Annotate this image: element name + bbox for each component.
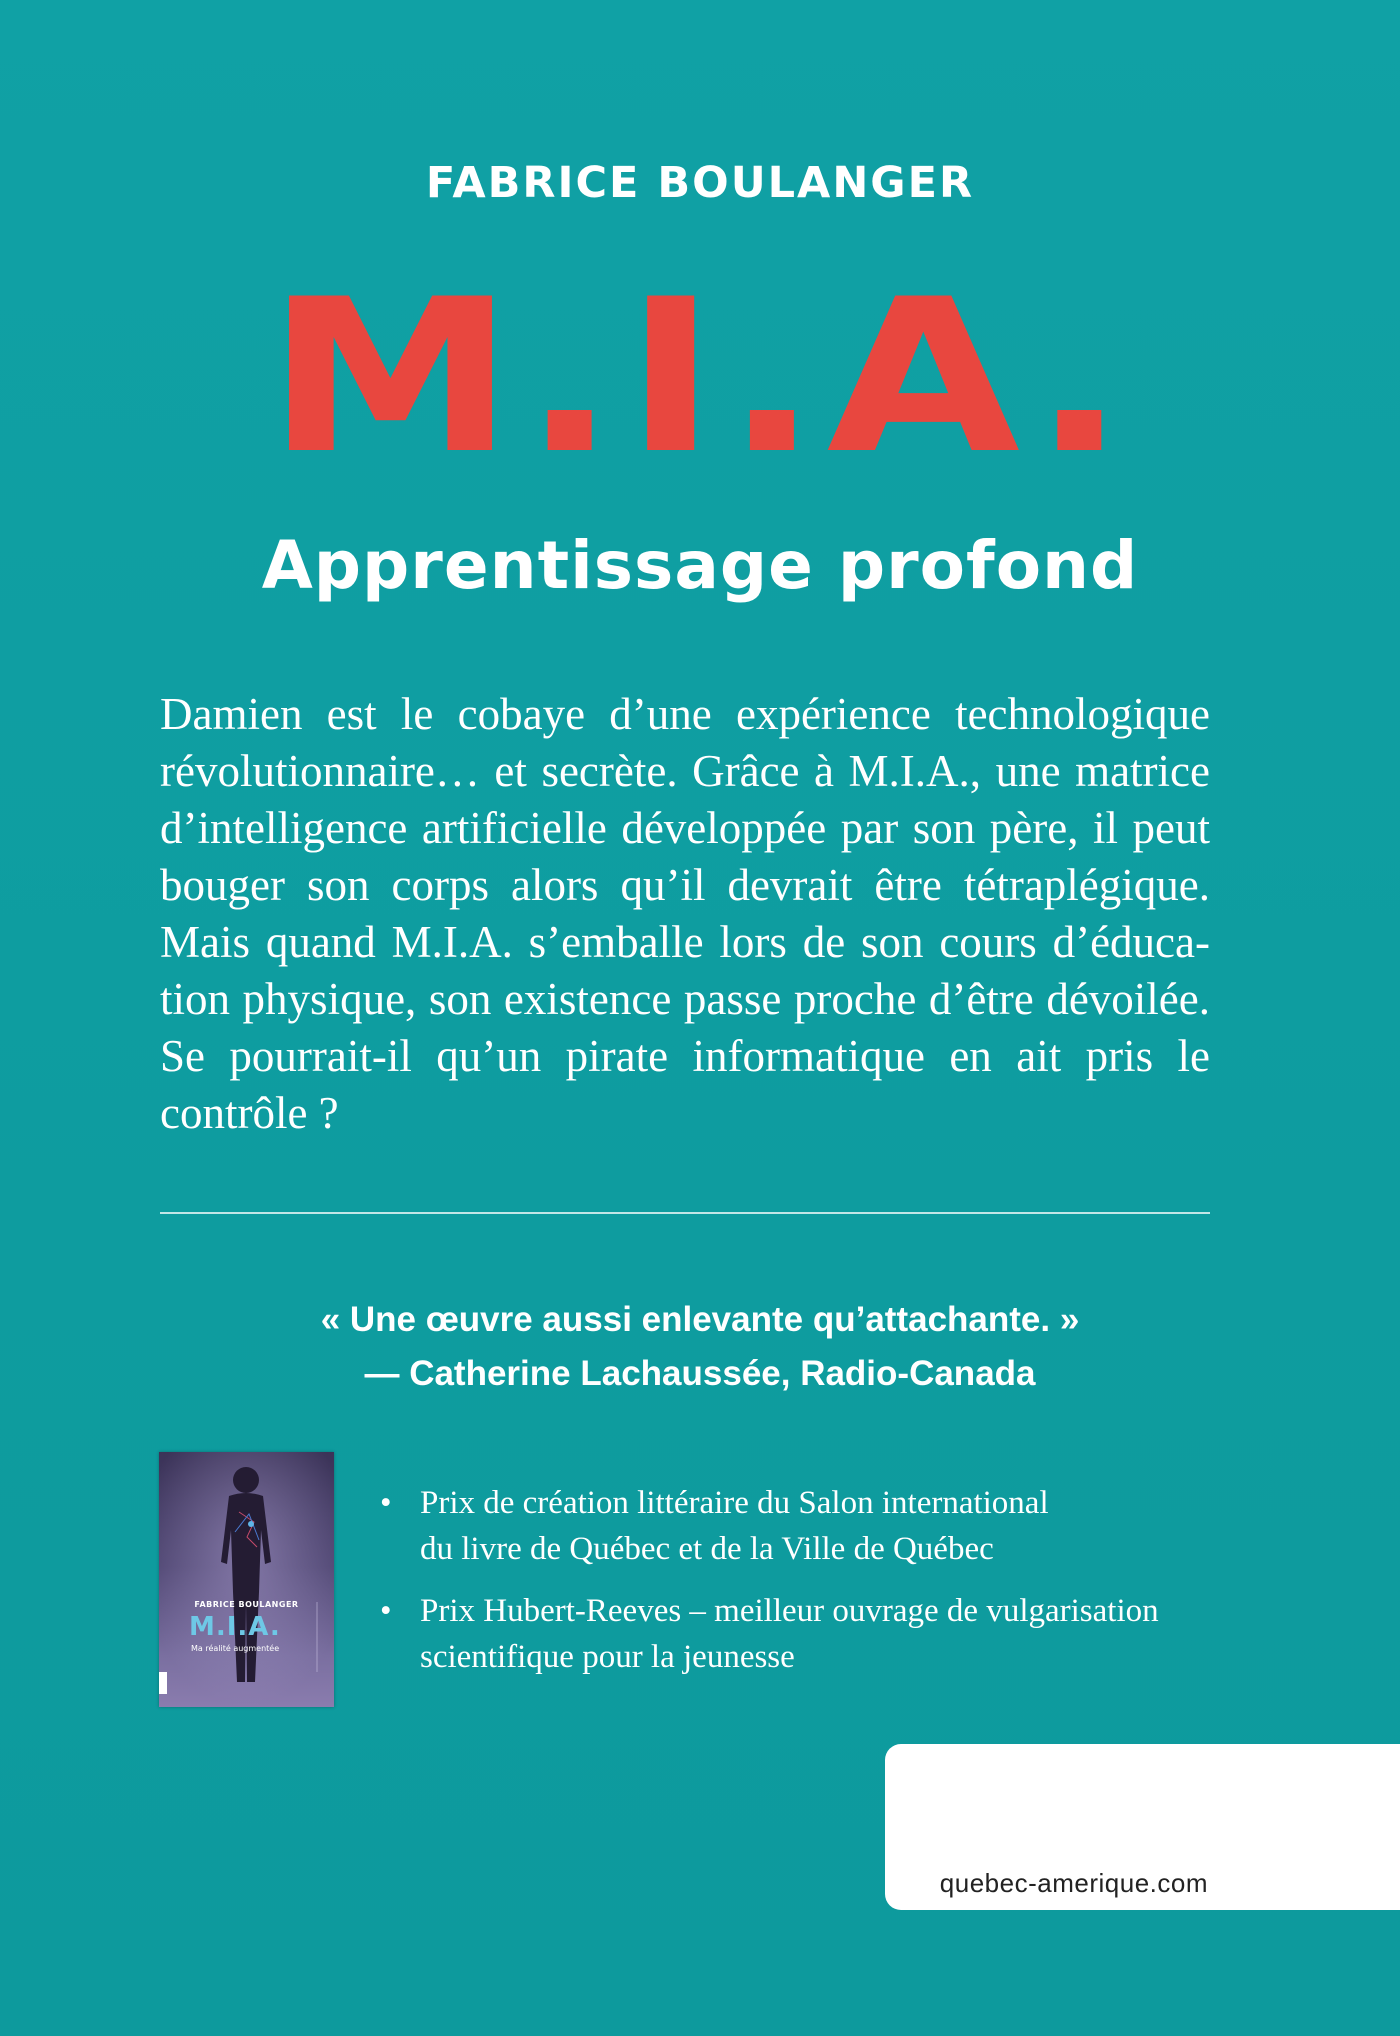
award-line: du livre de Québec et de la Ville de Québec bbox=[420, 1531, 994, 1567]
quote-attribution: — Catherine Lachaussée, Radio-Canada bbox=[364, 1354, 1036, 1393]
blurb-line: bouger son corps alors qu’il devrait être tétraplégique. bbox=[160, 860, 1210, 910]
award-line: Prix de création littéraire du Salon international bbox=[420, 1485, 1049, 1521]
blurb-line: d’intelligence artificielle développée par son père, il peut bbox=[160, 803, 1210, 853]
quote-text: « Une œuvre aussi enlevante qu’attachante. » bbox=[320, 1300, 1080, 1339]
previous-book-subtitle: Ma réalité augmentée bbox=[191, 1644, 280, 1653]
blurb-line: Se pourrait-il qu’un pirate informatique en ait pris le bbox=[160, 1031, 1210, 1081]
book-title: M.I.A. bbox=[266, 253, 1134, 500]
blurb-line: tion physique, son existence passe proche d’être dévoilée. bbox=[160, 974, 1210, 1024]
award-line: scientifique pour la jeunesse bbox=[420, 1639, 795, 1675]
divider bbox=[160, 1212, 1210, 1214]
award-item bbox=[380, 1588, 1240, 1680]
book-subtitle: Apprentissage profond bbox=[261, 527, 1139, 604]
barcode-area bbox=[885, 1744, 1400, 1910]
blurb bbox=[160, 686, 1210, 1142]
previous-book-title: M.I.A. bbox=[189, 1612, 281, 1642]
blurb-line: contrôle ? bbox=[160, 1088, 339, 1138]
author-name: FABRICE BOULANGER bbox=[425, 158, 975, 208]
publisher-website[interactable]: quebec-amerique.com bbox=[939, 1868, 1208, 1898]
award-item bbox=[380, 1480, 1240, 1572]
figure-silhouette-icon bbox=[159, 1452, 334, 1707]
blurb-line: révolutionnaire… et secrète. Grâce à M.I.A., une matrice bbox=[160, 746, 1210, 796]
previous-book-author: FABRICE BOULANGER bbox=[194, 1600, 299, 1609]
awards-list bbox=[380, 1480, 1240, 1696]
bullet-icon: • bbox=[380, 1593, 392, 1629]
blurb-line: Damien est le cobaye d’une expérience technologique bbox=[160, 689, 1210, 739]
blurb-line: Mais quand M.I.A. s’emballe lors de son cours d’éduca- bbox=[160, 917, 1210, 967]
publisher-logo-icon bbox=[159, 1672, 167, 1694]
review-quote bbox=[0, 1293, 1400, 1401]
previous-book-cover bbox=[159, 1452, 334, 1707]
award-line: Prix Hubert-Reeves – meilleur ouvrage de vulgarisation bbox=[420, 1593, 1159, 1629]
bullet-icon: • bbox=[380, 1485, 392, 1521]
